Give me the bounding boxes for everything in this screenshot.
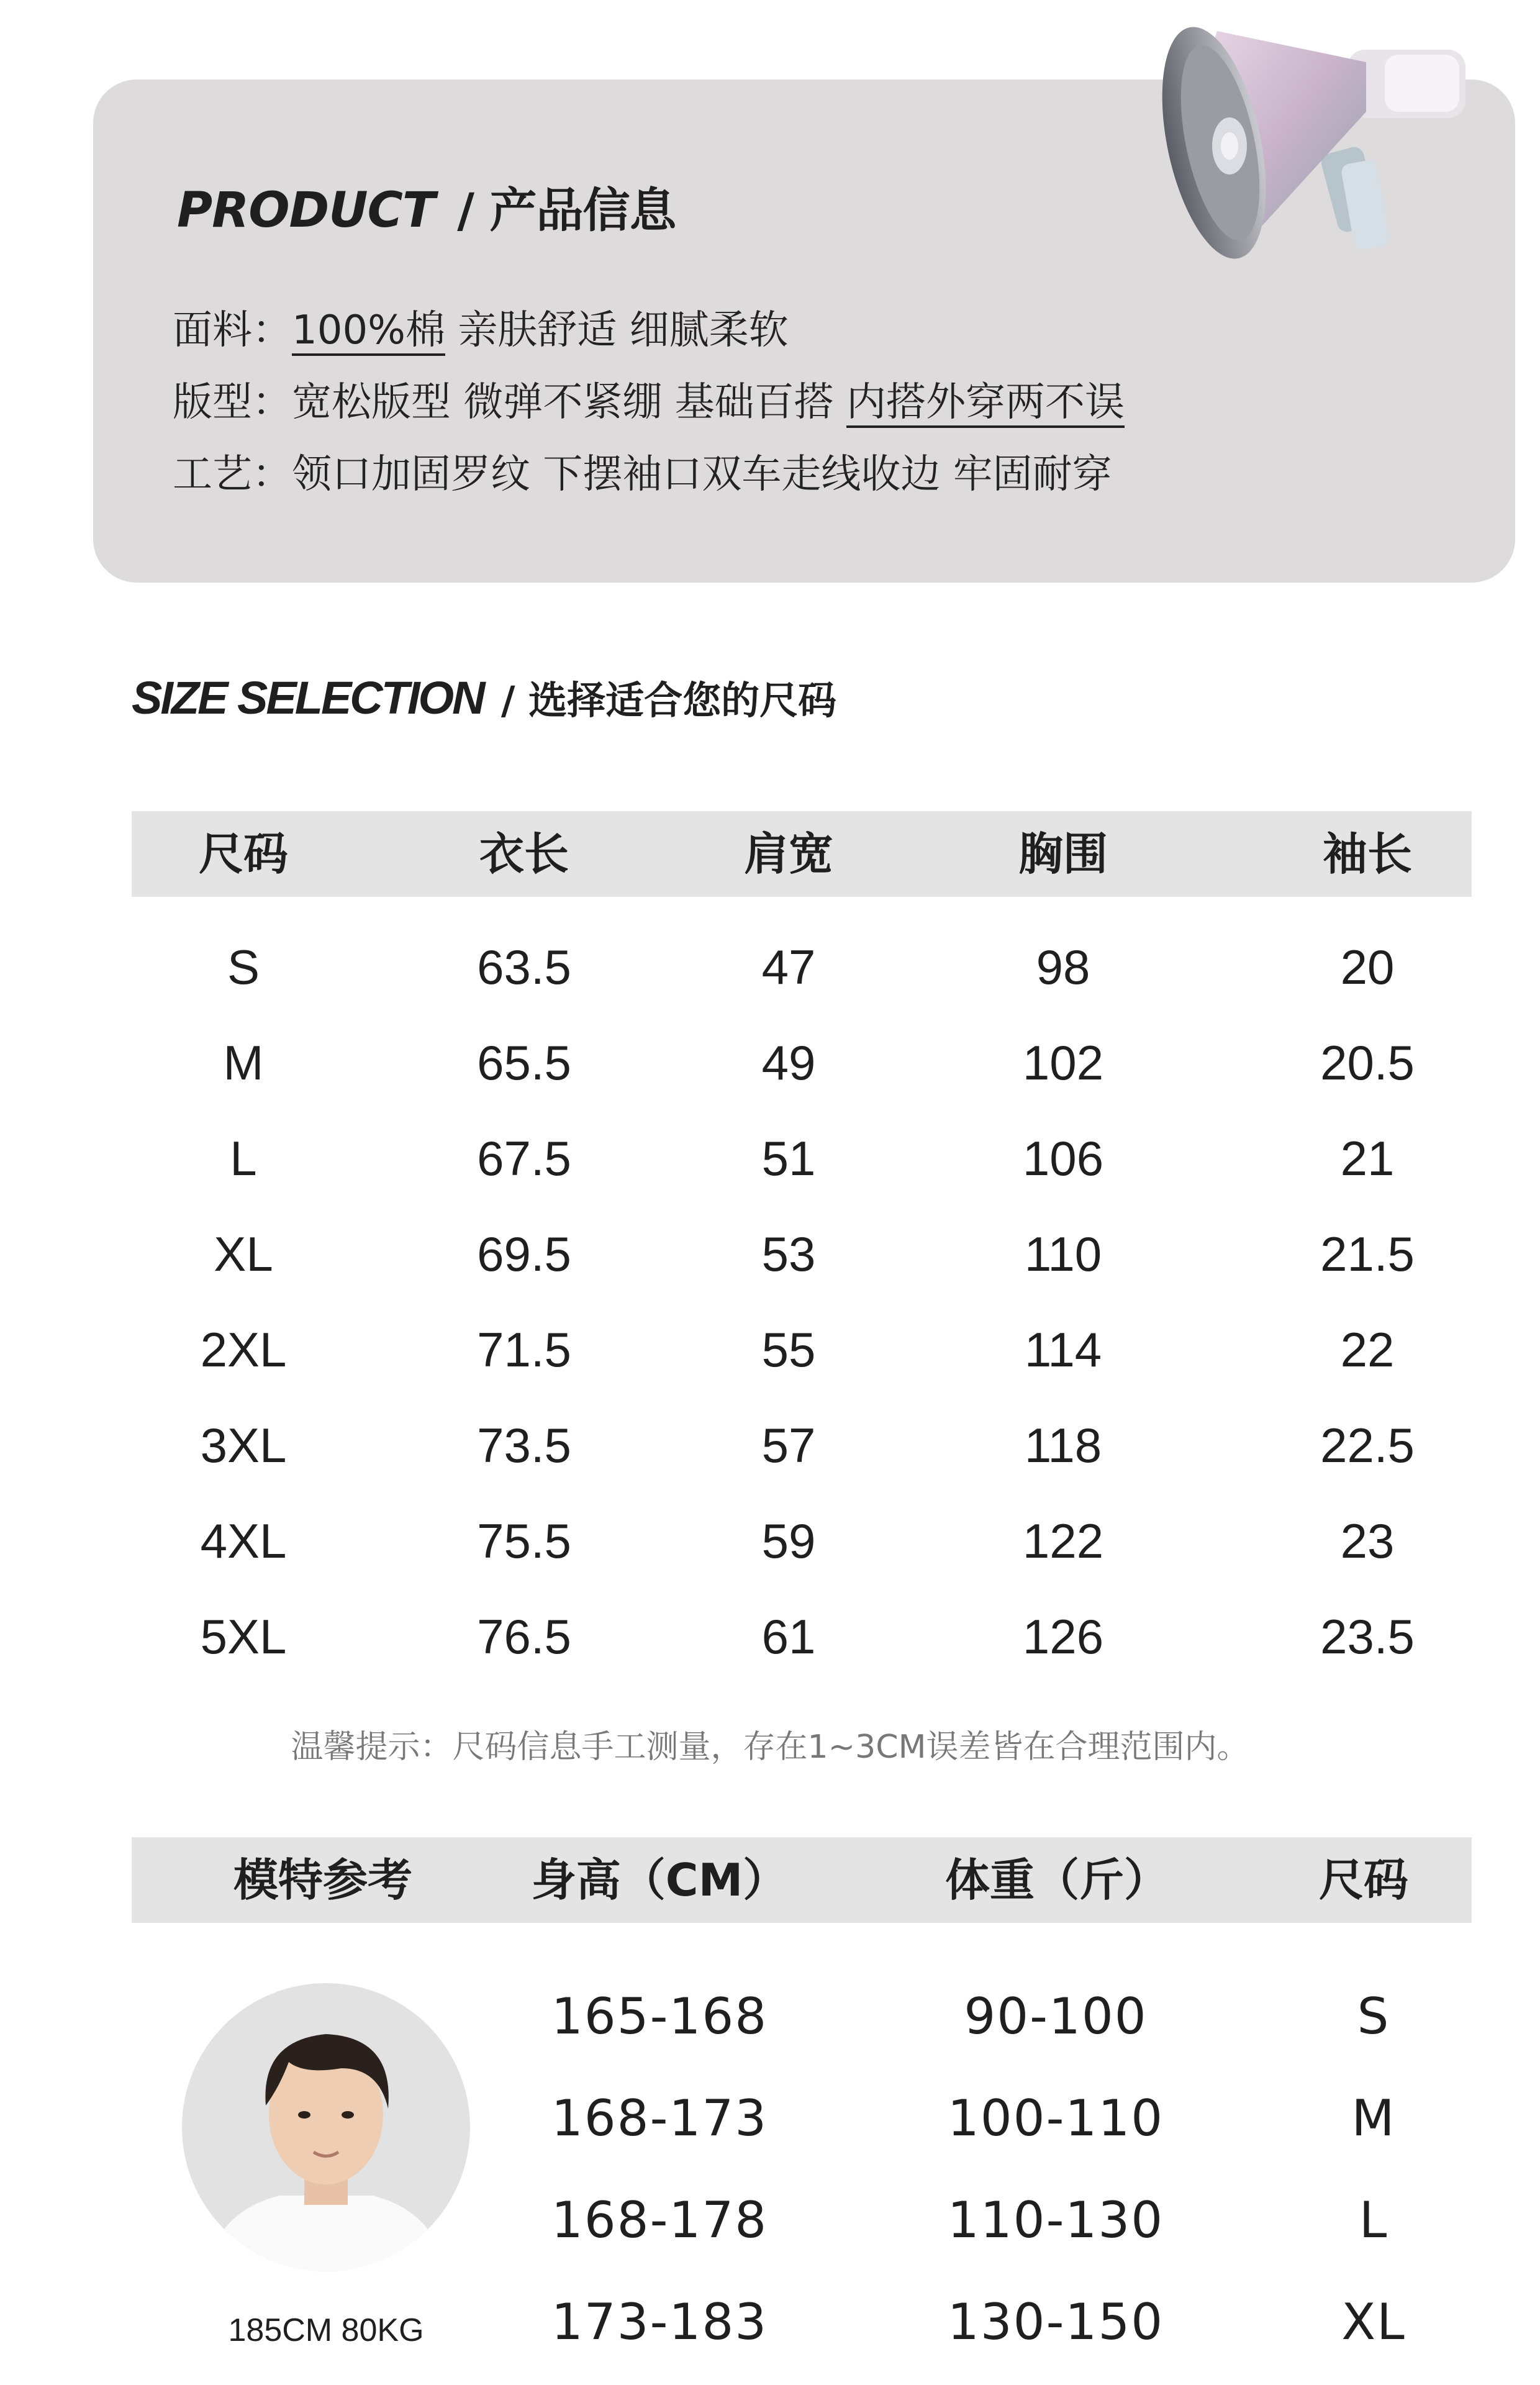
model-cell-size: L <box>1359 2191 1388 2249</box>
model-cell-weight: 130-150 <box>947 2293 1164 2351</box>
fabric-line <box>173 298 789 355</box>
size-cell-sleeve: 20 <box>1340 940 1395 994</box>
size-cell-length: 69.5 <box>477 1227 571 1281</box>
header-chest: 胸围 <box>1018 828 1108 880</box>
header-model-size: 尺码 <box>1318 1854 1409 1906</box>
product-title <box>177 173 676 240</box>
size-cell-chest: 118 <box>1024 1418 1102 1473</box>
fit-label: 版型： <box>173 379 292 425</box>
model-cell-size: M <box>1351 2089 1396 2147</box>
craft-desc: 领口加固罗纹 下摆袖口双车走线收边 牢固耐穿 <box>292 452 1112 497</box>
size-cell-size: M <box>223 1035 264 1090</box>
size-cell-shoulder: 53 <box>761 1227 816 1281</box>
size-cell-length: 75.5 <box>477 1514 571 1568</box>
model-cell-size: S <box>1357 1988 1390 2045</box>
model-cell-weight: 100-110 <box>947 2089 1164 2147</box>
size-cell-shoulder: 49 <box>761 1035 816 1090</box>
size-cell-shoulder: 59 <box>761 1514 816 1568</box>
model-cell-height: 173-183 <box>551 2293 768 2351</box>
size-cell-sleeve: 23 <box>1340 1514 1395 1568</box>
model-cell-size: XL <box>1341 2293 1406 2351</box>
size-cell-length: 76.5 <box>477 1609 571 1664</box>
model-cell-height: 168-178 <box>551 2191 768 2249</box>
header-sleeve: 袖长 <box>1322 828 1413 880</box>
fit-line <box>173 370 1125 427</box>
size-cell-shoulder: 51 <box>761 1131 816 1186</box>
size-cell-shoulder: 61 <box>761 1609 816 1664</box>
header-shoulder: 肩宽 <box>743 828 834 880</box>
fit-desc: 宽松版型 微弹不紧绷 基础百搭 <box>292 379 847 425</box>
size-cell-size: S <box>227 940 260 994</box>
size-cell-sleeve: 20.5 <box>1320 1035 1415 1090</box>
size-cell-chest: 126 <box>1022 1609 1104 1664</box>
size-cell-chest: 102 <box>1022 1035 1104 1090</box>
size-cell-size: 2XL <box>200 1322 287 1377</box>
size-cell-length: 71.5 <box>477 1322 571 1377</box>
product-title-en: PRODUCT <box>177 183 435 238</box>
model-caption: 185CM 80KG <box>228 2312 424 2348</box>
size-cell-size: 3XL <box>200 1418 287 1473</box>
size-cell-length: 63.5 <box>477 940 571 994</box>
size-cell-length: 73.5 <box>477 1418 571 1473</box>
size-cell-sleeve: 21.5 <box>1320 1227 1415 1281</box>
model-cell-weight: 110-130 <box>947 2191 1164 2249</box>
size-cell-shoulder: 55 <box>761 1322 816 1377</box>
size-cell-length: 65.5 <box>477 1035 571 1090</box>
fit-highlight: 内搭外穿两不误 <box>846 379 1125 425</box>
model-cell-height: 165-168 <box>551 1988 768 2045</box>
header-weight: 体重（斤） <box>944 1854 1169 1906</box>
fabric-desc: 亲肤舒适 细腻柔软 <box>445 307 789 353</box>
measurement-tip: 温馨提示：尺码信息手工测量，存在1~3CM误差皆在合理范围内。 <box>291 1729 1249 1766</box>
size-cell-chest: 98 <box>1036 940 1090 994</box>
size-cell-length: 67.5 <box>477 1131 571 1186</box>
size-cell-chest: 110 <box>1024 1227 1102 1281</box>
size-cell-size: 5XL <box>200 1609 287 1664</box>
size-title-zh: / 选择适合您的尺码 <box>500 678 837 723</box>
size-cell-sleeve: 22.5 <box>1320 1418 1415 1473</box>
size-cell-shoulder: 57 <box>761 1418 816 1473</box>
header-length: 衣长 <box>479 828 569 880</box>
fabric-label: 面料： <box>173 307 292 353</box>
product-title-zh: / 产品信息 <box>457 183 676 238</box>
model-table-header <box>132 1837 1472 1923</box>
size-cell-shoulder: 47 <box>761 940 816 994</box>
header-model: 模特参考 <box>233 1854 413 1906</box>
megaphone-icon <box>1143 6 1465 298</box>
model-cell-weight: 90-100 <box>964 1988 1148 2045</box>
size-section-title <box>132 670 836 725</box>
size-cell-size: L <box>230 1131 257 1186</box>
size-cell-sleeve: 22 <box>1340 1322 1395 1377</box>
fabric-highlight: 100%棉 <box>292 307 445 353</box>
header-size: 尺码 <box>198 828 289 880</box>
craft-line <box>173 442 1112 499</box>
size-cell-chest: 106 <box>1022 1131 1104 1186</box>
size-cell-size: XL <box>214 1227 273 1281</box>
header-height: 身高（CM） <box>531 1854 788 1906</box>
size-title-en: SIZE SELECTION <box>132 672 484 724</box>
size-cell-size: 4XL <box>200 1514 287 1568</box>
model-cell-height: 168-173 <box>551 2089 768 2147</box>
size-cell-sleeve: 23.5 <box>1320 1609 1415 1664</box>
size-cell-chest: 114 <box>1024 1322 1102 1377</box>
size-cell-chest: 122 <box>1022 1514 1104 1568</box>
size-cell-sleeve: 21 <box>1340 1131 1395 1186</box>
size-table-header <box>132 811 1472 897</box>
craft-label: 工艺： <box>173 452 292 497</box>
model-avatar <box>180 1981 472 2273</box>
